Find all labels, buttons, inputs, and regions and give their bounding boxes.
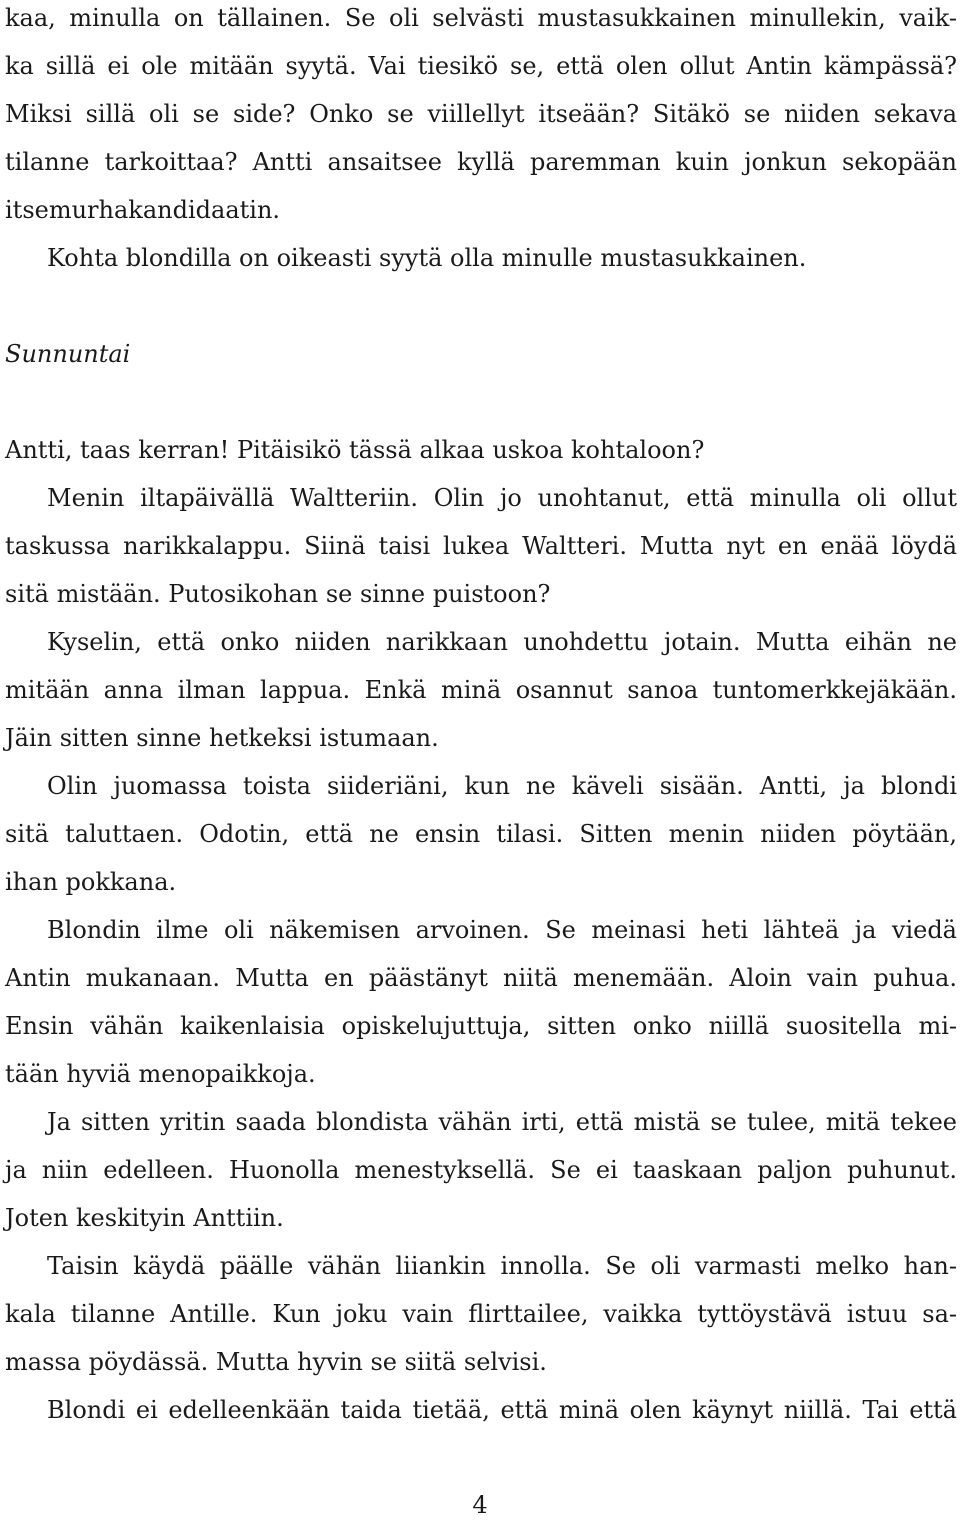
page-number: 4 — [472, 1491, 488, 1519]
text-line: Blondi ei edelleenkään taida tietää, että minä olen käynyt niillä. Tai että — [47, 1396, 957, 1424]
text-line: ja niin edelleen. Huonolla menestyksellä. Se ei taaskaan paljon puhunut. — [5, 1156, 957, 1184]
text-line: ka sillä ei ole mitään syytä. Vai tiesikö se, että olen ollut Antin kämpässä? — [5, 52, 957, 80]
text-line: sitä mistään. Putosikohan se sinne puistoon? — [5, 580, 551, 608]
text-line: tilanne tarkoittaa? Antti ansaitsee kyllä paremman kuin jonkun sekopään — [5, 148, 957, 176]
text-line: Antti, taas kerran! Pitäisikö tässä alkaa uskoa kohtaloon? — [5, 436, 705, 464]
text-line: tään hyviä menopaikkoja. — [5, 1060, 316, 1088]
text-line: Joten keskityin Anttiin. — [5, 1204, 284, 1232]
text-line: mitään anna ilman lappua. Enkä minä osannut sanoa tuntomerkkejäkään. — [5, 676, 957, 704]
text-line: Menin iltapäivällä Waltteriin. Olin jo unohtanut, että minulla oli ollut — [47, 484, 957, 512]
text-line: taskussa narikkalappu. Siinä taisi lukea Waltteri. Mutta nyt en enää löydä — [5, 532, 957, 560]
text-line: Ensin vähän kaikenlaisia opiskelujuttuja, sitten onko niillä suositella mi- — [5, 1012, 957, 1040]
text-line: Antin mukanaan. Mutta en päästänyt niitä menemään. Aloin vain puhua. — [5, 964, 957, 992]
text-line: sitä taluttaen. Odotin, että ne ensin tilasi. Sitten menin niiden pöytään, — [5, 820, 957, 848]
text-line: Blondin ilme oli näkemisen arvoinen. Se meinasi heti lähteä ja viedä — [47, 916, 957, 944]
text-line: kala tilanne Antille. Kun joku vain flirttailee, vaikka tyttöystävä istuu sa- — [5, 1300, 957, 1328]
text-line: kaa, minulla on tällainen. Se oli selvästi mustasukkainen minullekin, vaik- — [5, 4, 957, 32]
text-line: Miksi sillä oli se side? Onko se viillellyt itseään? Sitäkö se niiden sekava — [5, 100, 957, 128]
text-line: massa pöydässä. Mutta hyvin se siitä selvisi. — [5, 1348, 547, 1376]
text-line: Jäin sitten sinne hetkeksi istumaan. — [5, 724, 439, 752]
text-line: Kohta blondilla on oikeasti syytä olla minulle mustasukkainen. — [47, 244, 807, 272]
text-line: Taisin käydä päälle vähän liiankin innolla. Se oli varmasti melko han- — [47, 1252, 957, 1280]
text-line: itsemurhakandidaatin. — [5, 196, 281, 224]
text-line: Olin juomassa toista siideriäni, kun ne käveli sisään. Antti, ja blondi — [47, 772, 957, 800]
section-heading: Sunnuntai — [5, 340, 131, 368]
text-line: Kyselin, että onko niiden narikkaan unohdettu jotain. Mutta eihän ne — [47, 628, 957, 656]
text-line: Ja sitten yritin saada blondista vähän irti, että mistä se tulee, mitä tekee — [47, 1108, 957, 1136]
text-line: ihan pokkana. — [5, 868, 177, 896]
